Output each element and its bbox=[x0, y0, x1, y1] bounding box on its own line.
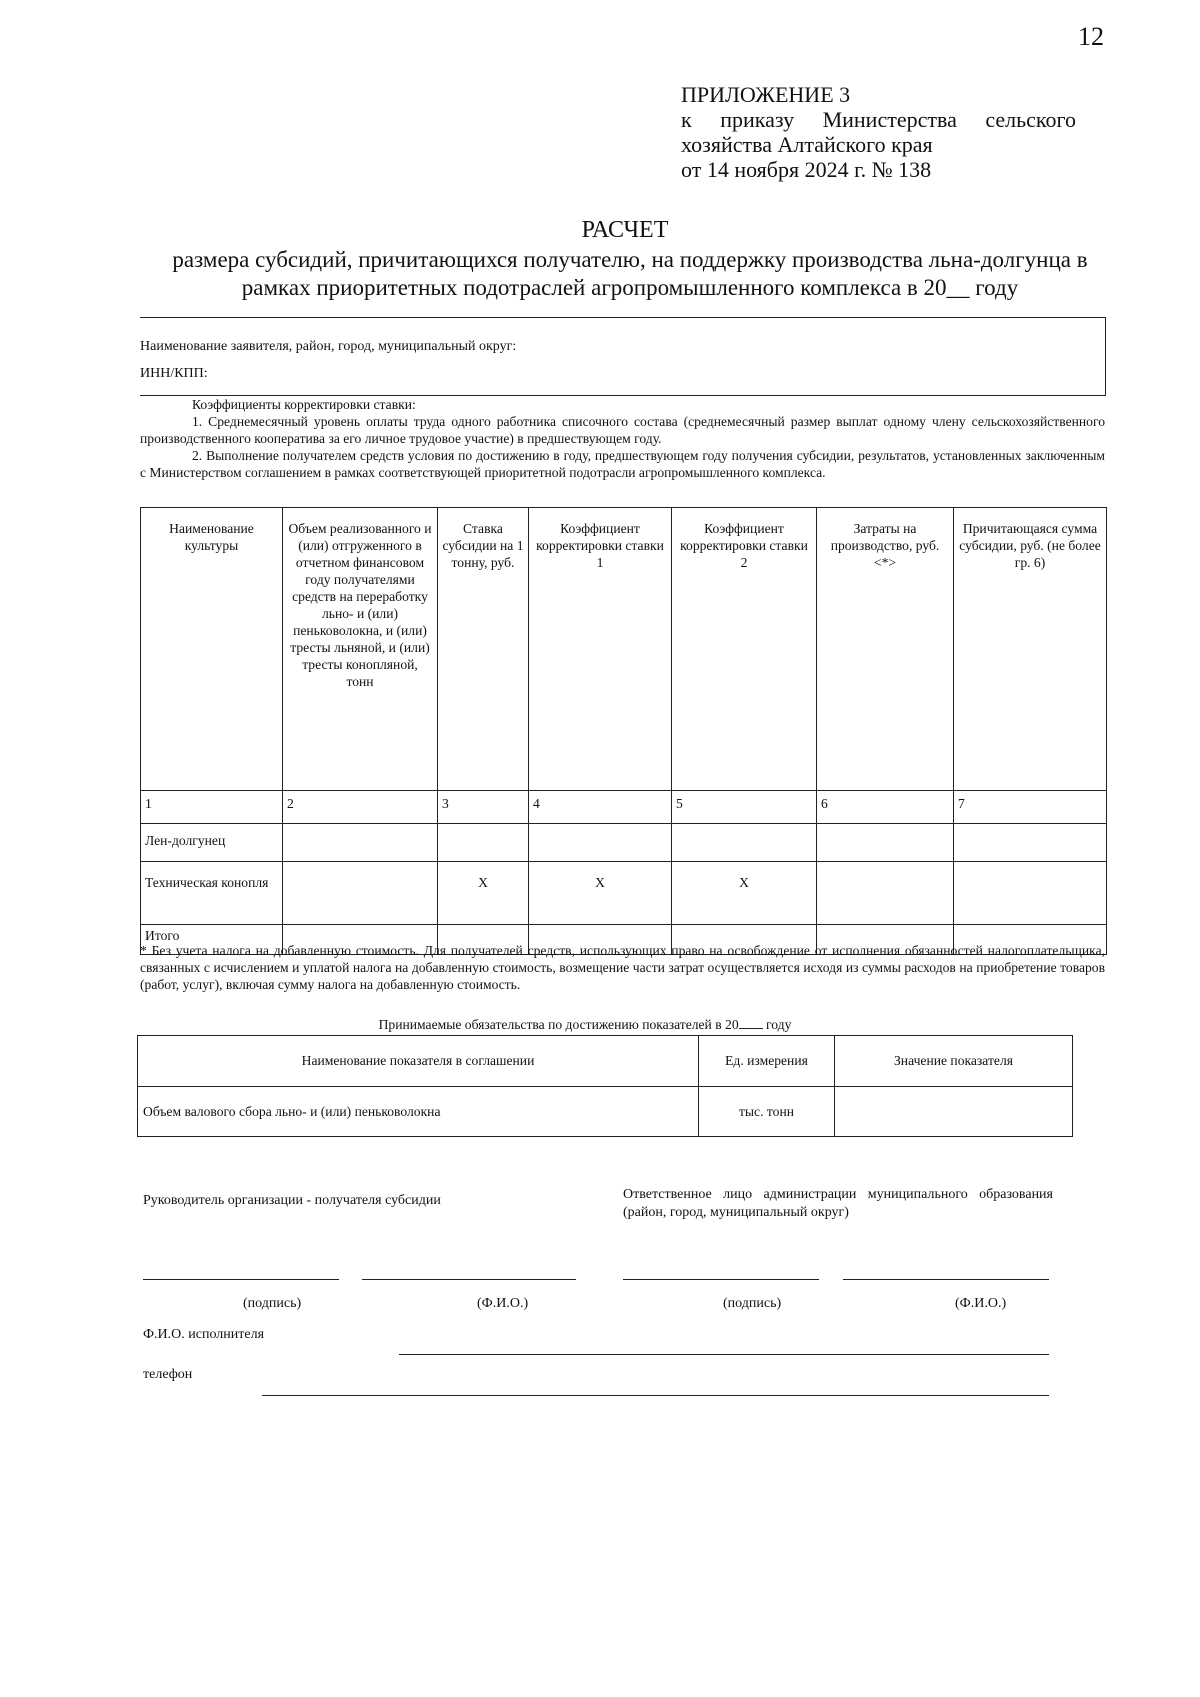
table-cell[interactable] bbox=[672, 824, 817, 862]
table-cell[interactable] bbox=[954, 824, 1107, 862]
column-number: 4 bbox=[529, 791, 672, 824]
coefficients-block bbox=[140, 396, 1105, 481]
executor-name-line[interactable] bbox=[399, 1354, 1049, 1355]
page-number: 12 bbox=[1078, 22, 1104, 51]
caption-signature-left: (подпись) bbox=[243, 1296, 302, 1311]
applicant-box bbox=[140, 317, 1106, 396]
row-label: Техническая конопля bbox=[141, 862, 283, 925]
header-unit: Ед. измерения bbox=[699, 1036, 835, 1087]
header-costs: Затраты на производство, руб. <*> bbox=[817, 508, 954, 791]
appendix-line1: ПРИЛОЖЕНИЕ 3 bbox=[681, 82, 851, 107]
appendix-header bbox=[681, 82, 1076, 182]
header-indicator-name: Наименование показателя в соглашении bbox=[138, 1036, 699, 1087]
column-number: 7 bbox=[954, 791, 1107, 824]
caption-name-left: (Ф.И.О.) bbox=[477, 1296, 529, 1311]
header-subsidy-amount: Причитающаяся сумма субсидии, руб. (не более гр. 6) bbox=[954, 508, 1107, 791]
obligations-title bbox=[0, 1016, 1170, 1033]
appendix-word: к bbox=[681, 107, 692, 132]
coefficient-item-2: 2. Выполнение получателем средств условия по достижению в году, предшествующем году получения субсидии, результатов, установленных заключенным с Министерством соглашением в рамках соответствующей приоритетной подотрасли агропромышленного комплекса. bbox=[140, 448, 1105, 480]
appendix-line2 bbox=[681, 107, 1076, 132]
obligations-title-part1: Принимаемые обязательства по достижению показателей в 20 bbox=[378, 1017, 739, 1032]
not-applicable-mark: X bbox=[672, 862, 817, 925]
not-applicable-mark: X bbox=[529, 862, 672, 925]
header-coef-1: Коэффициент корректировки ставки 1 bbox=[529, 508, 672, 791]
appendix-line3: хозяйства Алтайского края bbox=[681, 132, 933, 157]
table-row bbox=[141, 862, 1107, 925]
header-crop-name: Наименование культуры bbox=[141, 508, 283, 791]
applicant-name-label: Наименование заявителя, район, город, муниципальный округ: bbox=[140, 339, 517, 354]
name-line-left[interactable] bbox=[362, 1279, 576, 1280]
indicator-name: Объем валового сбора льно- и (или) пеньковолокна bbox=[138, 1087, 699, 1137]
appendix-word: приказу bbox=[720, 107, 795, 132]
table-cell[interactable] bbox=[529, 824, 672, 862]
indicator-unit: тыс. тонн bbox=[699, 1087, 835, 1137]
appendix-word: сельского bbox=[985, 107, 1076, 132]
table-cell[interactable] bbox=[438, 824, 529, 862]
table-cell[interactable] bbox=[817, 862, 954, 925]
column-number-row bbox=[141, 791, 1107, 824]
appendix-word: Министерства bbox=[822, 107, 957, 132]
responsible-person-label: Ответственное лицо администрации муниципального образования (район, город, муниципальный округ) bbox=[623, 1187, 1053, 1220]
phone-line[interactable] bbox=[262, 1395, 1049, 1396]
coefficients-heading: Коэффициенты корректировки ставки: bbox=[192, 397, 416, 412]
indicator-value-cell[interactable] bbox=[835, 1087, 1073, 1137]
header-volume: Объем реализованного и (или) отгруженного в отчетном финансовом году получателями средств на переработку льно- и (или) пеньковолокна, и (или) тресты льняной, и (или) тресты конопляной, тонн bbox=[283, 508, 438, 791]
table-cell[interactable] bbox=[283, 862, 438, 925]
document-title: РАСЧЕТ bbox=[581, 217, 669, 243]
subtitle-line1: размера субсидий, причитающихся получателю, на поддержку производства льна-долгунца в bbox=[172, 247, 1088, 272]
header-indicator-value: Значение показателя bbox=[835, 1036, 1073, 1087]
coefficient-item-1: 1. Среднемесячный уровень оплаты труда одного работника списочного состава (среднемесячный размер выплат одному члену сельскохозяйственного производственного кооператива за его личное трудовое участие) в предшествующем году. bbox=[140, 414, 1105, 446]
caption-name-right: (Ф.И.О.) bbox=[955, 1296, 1007, 1311]
column-number: 5 bbox=[672, 791, 817, 824]
not-applicable-mark: X bbox=[438, 862, 529, 925]
vat-footnote: * Без учета налога на добавленную стоимость. Для получателей средств, использующих право на освобождение от исполнения обязанностей налогоплательщика, связанных с исчислением и уплатой налога на добавленную стоимость, возмещение части затрат осуществляется исходя из суммы расходов на приобретение товаров (работ, услуг), включая сумму налога на добавленную стоимость. bbox=[140, 943, 1105, 992]
indicators-header-row bbox=[138, 1036, 1073, 1087]
document-subtitle bbox=[130, 246, 1130, 302]
column-number: 3 bbox=[438, 791, 529, 824]
executor-label: Ф.И.О. исполнителя bbox=[143, 1327, 265, 1342]
header-rate: Ставка субсидии на 1 тонну, руб. bbox=[438, 508, 529, 791]
table-cell[interactable] bbox=[283, 824, 438, 862]
row-label: Итого bbox=[141, 925, 283, 955]
indicators-table bbox=[137, 1035, 1073, 1137]
caption-signature-right: (подпись) bbox=[723, 1296, 782, 1311]
subtitle-line2: рамках приоритетных подотраслей агропромышленного комплекса в 20__ году bbox=[241, 275, 1019, 300]
year-blank[interactable] bbox=[739, 1016, 763, 1029]
table-cell[interactable] bbox=[954, 862, 1107, 925]
column-number: 2 bbox=[283, 791, 438, 824]
appendix-line4: от 14 ноября 2024 г. № 138 bbox=[681, 157, 932, 182]
inn-kpp-label: ИНН/КПП: bbox=[140, 366, 208, 381]
subsidy-table bbox=[140, 507, 1107, 955]
head-of-organization-label: Руководитель организации - получателя субсидии bbox=[143, 1193, 441, 1208]
header-coef-2: Коэффициент корректировки ставки 2 bbox=[672, 508, 817, 791]
table-cell[interactable] bbox=[817, 824, 954, 862]
signature-line-left[interactable] bbox=[143, 1279, 339, 1280]
table-row bbox=[141, 824, 1107, 862]
name-line-right[interactable] bbox=[843, 1279, 1049, 1280]
phone-label: телефон bbox=[143, 1367, 193, 1382]
signature-line-right[interactable] bbox=[623, 1279, 819, 1280]
obligations-title-part2: году bbox=[766, 1017, 792, 1032]
row-label: Лен-долгунец bbox=[141, 824, 283, 862]
column-number: 1 bbox=[141, 791, 283, 824]
table-header-row bbox=[141, 508, 1107, 791]
column-number: 6 bbox=[817, 791, 954, 824]
indicators-row bbox=[138, 1087, 1073, 1137]
